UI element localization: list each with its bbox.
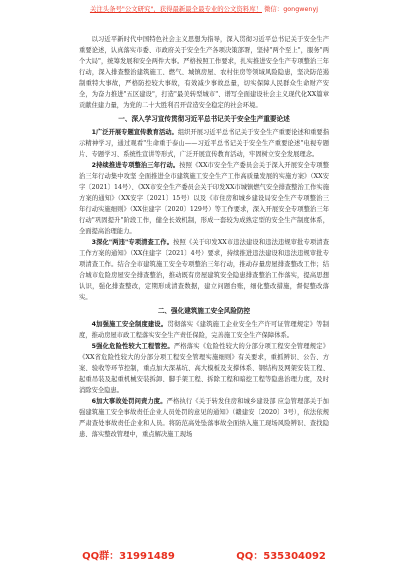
promo-banner[interactable] (0, 5, 408, 13)
paragraph-6-text: 严格执行《关于转发住房和城乡建设部 应急管理部关于加强建筑施工安全事故责任企业人员处罚的意见的通知》（赣建安〔2020〕3号），依法依规严肃查处事故责任企业和人员。将防范高处坠落事故全面纳入施工现场风险辨识、查找隐患、落实整改管理中，重点解决施工现场 (79, 398, 329, 438)
banner-text-wechat: 微信：gongwenyj (264, 5, 319, 13)
paragraph-6 (79, 396, 329, 440)
paragraph-5-text: 严格落实《危险性较大的分部分项工程安全管理规定》《XX省危险性较大的分部分项工程安全管理实施细则》有关要求，重抓辨识、公告、方案、验收等环节控制，重点加大深基坑、高大模板及支撑体系、钢结构及网架安装工程、起重吊装及起重机械安装拆卸、脚手架工程、拆除工程和暗挖工程等隐患治理力度，及时消除安全隐患。 (79, 343, 329, 394)
paragraph-5-title: 5强化危险性较大工程管控。 (91, 343, 174, 350)
section-heading-1: 一、深入学习宣传贯彻习近平总书记关于安全生产重要论述 (118, 115, 290, 123)
paragraph-1-title: 1广泛开展专题宣传教育活动。 (91, 129, 178, 136)
paragraph-3 (79, 237, 329, 303)
paragraph-4-title: 4加强施工安全制度建设。 (91, 321, 168, 328)
qq-group-number: QQ群：31991489 (82, 551, 175, 562)
paragraph-1 (79, 127, 329, 160)
paragraph-3-title: 3深化"两违"专项清查工作。 (91, 239, 174, 246)
contact-footer (0, 547, 408, 562)
intro-paragraph: 以习近平新时代中国特色社会主义思想为指导，深入贯彻习近平总书记关于安全生产重要论述，认真落实市委、市政府关于安全生产各项决策部署，坚持"两个至上"，服务"两个大局"，统筹发展和安全两件大事。严格按照工作要求，扎实推进安全生产专项整治三年行动，深入排查整治建筑施工、燃气、城镇房屋、农村住房等领域风险隐患，坚决防范遏制重特大事故，严格防控较大事故，有效减少事故总量，切实保障人民群众生命财产安全，为奋力推进"五区建设"，打造"最美转型城市"、谱写全面建设社会主义现代化XX篇章贡献住建力量，为党的二十大胜利召开营造安全稳定的社会环境。 (79, 36, 329, 109)
paragraph-5 (79, 341, 329, 396)
paragraph-2-text: 按照《XX市安全生产委员会关于深入开展安全专项整治三年行动集中攻坚 全面推进全市建筑施工安全生产工作高质量发展的实施方案》（XX安字〔2021〕14号）、《XX市安全生产委员会关于印发XX市城镇燃气安全排查整治工作实施方案的通知》（XX安字〔2021〕15号）以及《市住房和城乡建设局安全生产专项整治三年行动实施细则》（XX住建字〔2020〕129号）等工作要求，深入开展安全专项整治三年行动"巩固提升"阶段工作，健全长效机制，形成一套较为成熟定型的安全生产制度体系，全面提高治理能力。 (79, 162, 329, 235)
paragraph-4-text: 贯彻落实《建筑施工企业安全生产许可证管理规定》等制度，推动房屋市政工程落实安全生产责任保险，完善施工安全生产保障体系。 (79, 321, 329, 339)
paragraph-1-text: 组织开展习近平总书记关于安全生产重要论述和重要指示精神学习，通过观看"生命重于泰山——习近平总书记关于安全生产重要论述"电视专题片、专题学习、系统性宣讲等形式，广泛开展宣传教育活动，牢固树立安全发展理念。 (79, 129, 330, 158)
paragraph-4 (79, 319, 329, 341)
paragraph-2-title: 2持续推进专项整治三年行动。 (91, 162, 180, 169)
document-body (79, 34, 329, 440)
banner-text-promo[interactable]: 关注头条号"公文研究"，获得最新最全最专业的公文资料库！ (89, 5, 262, 13)
qq-number: QQ：535304092 (236, 551, 326, 562)
paragraph-6-title: 6加大事故处罚问责力度。 (91, 398, 167, 405)
paragraph-2 (79, 160, 329, 237)
paragraph-3-text: 按照《关于印发XX市违法建设和违法违规审批专项清查工作方案的通知》（XX住建字〔2021〕4号）要求，持续推进违法建设和违法违规审批专项清查工作。结合全市建筑施工安全专项整治三年行动，推动存量房屋排查整改工作；结合城市危险房屋安全排查整治，推动既有房屋建筑安全隐患排查整治工作落实，提高思想认识，强化排查整改，定期形成清查数据，建立问题台账，细化整改措施，督促整改落实。 (79, 239, 329, 301)
section-heading-2: 二、强化建筑施工安全风险防控 (157, 307, 251, 315)
